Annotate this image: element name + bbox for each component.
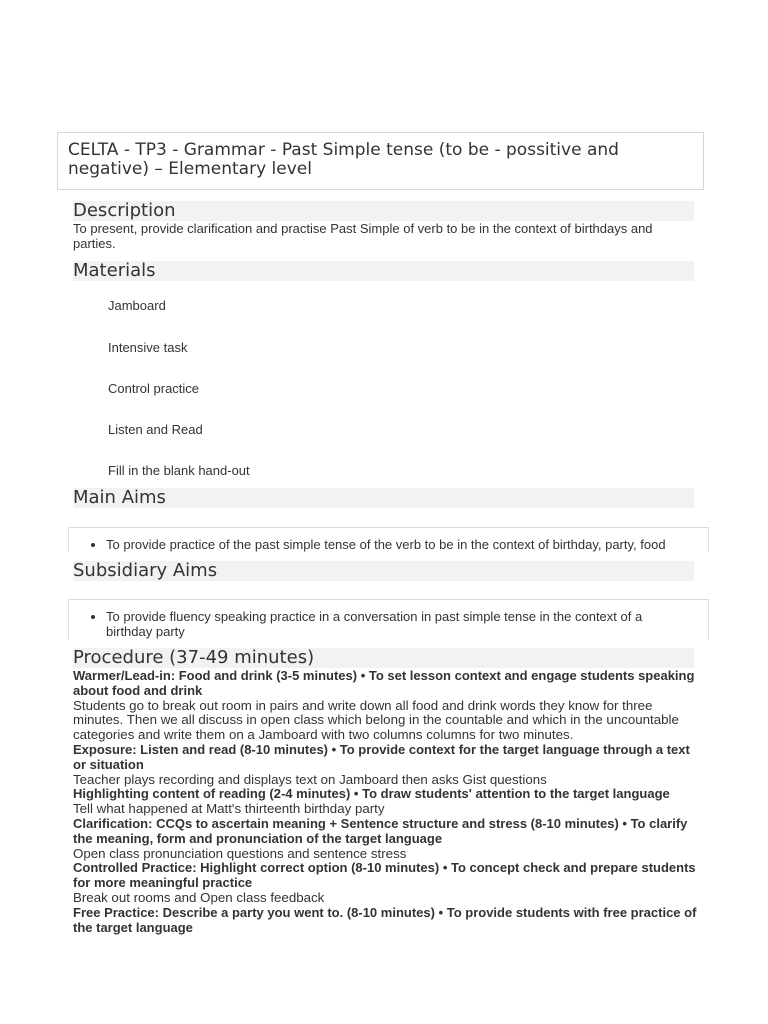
description-heading [73,201,694,221]
description-heading-label: Description [73,200,176,221]
stage-title: Controlled Practice: Highlight correct option (8-10 minutes) • To concept check and prepare students for more meaningful practice [73,860,696,891]
material-item: Intensive task [108,340,188,355]
procedure-heading-label: Procedure (37-49 minutes) [73,647,315,668]
stage-title: Warmer/Lead-in: Food and drink (3-5 minutes) • To set lesson context and engage students speaking about food and drink [73,668,695,698]
procedure-list [73,669,703,935]
material-item: Fill in the blank hand-out [108,463,250,478]
title-box [57,132,704,190]
stage-detail: Teacher plays recording and displays text on Jamboard then asks Gist questions [73,771,547,787]
main-aims-heading-label: Main Aims [73,487,166,508]
main-aim-item: • To provide practice of the past simple tense of the verb to be in the context of birthday, party, food [106,537,706,552]
subsidiary-aim-item: • To provide fluency speaking practice in a conversation in past simple tense in the context of a birthday party [106,609,676,639]
material-item: Jamboard [108,298,166,313]
main-aims-heading [73,488,694,508]
stage-title: Highlighting content of reading (2-4 minutes) • To draw students' attention to the target language [73,786,670,802]
material-item: Control practice [108,381,200,396]
stage-detail: Open class pronunciation questions and sentence stress [73,845,407,861]
subsidiary-aims-box [68,599,709,639]
stage-title: Clarification: CCQs to ascertain meaning + Sentence structure and stress (8-10 minutes) • To clarify the meaning, form and pronunciation of the target language [73,815,688,846]
stage-title: Exposure: Listen and read (8-10 minutes) • To provide context for the target language through a text or situation [73,741,690,772]
materials-heading [73,261,694,281]
stage-detail: Students go to break out room in pairs and write down all food and drink words they know for three minutes. Then we all discuss in open class which belong in the countable and which in the uncountable categories and write them on a Jamboard with two columns columns for two minutes. [73,697,679,743]
stage-title: Free Practice: Describe a party you went to. (8-10 minutes) • To provide students with free practice of the target language [73,904,697,935]
subsidiary-aims-heading [73,561,694,581]
procedure-heading [73,648,694,668]
subsidiary-aims-heading-label: Subsidiary Aims [73,560,218,581]
materials-heading-label: Materials [73,260,156,281]
main-aims-box [68,527,709,551]
description-text: To present, provide clarification and practise Past Simple of verb to be in the context of birthdays and parties. [73,221,653,251]
page-title: CELTA - TP3 - Grammar - Past Simple tense (to be - possitive and negative) – Elementary level [68,140,619,179]
stage-detail: Break out rooms and Open class feedback [73,889,325,905]
stage-detail: Tell what happened at Matt's thirteenth birthday party [73,801,385,817]
material-item: Listen and Read [108,422,203,437]
